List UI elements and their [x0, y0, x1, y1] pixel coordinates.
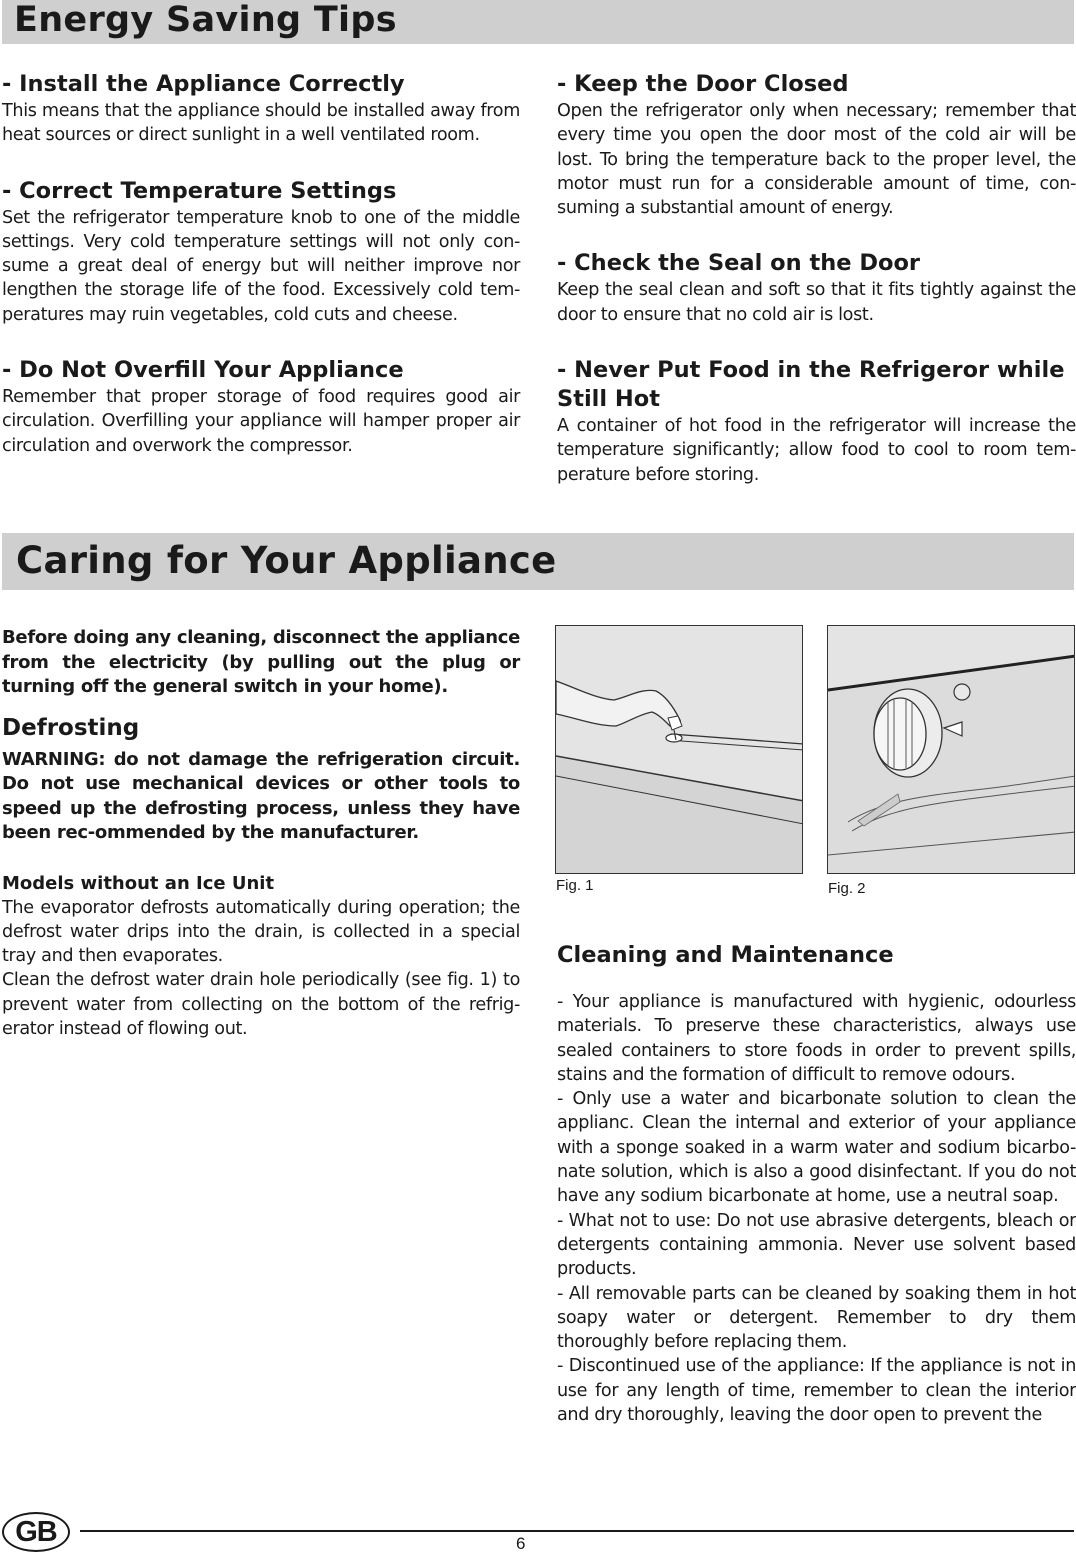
- footer-rule: [80, 1530, 1074, 1532]
- tip-body: Set the refrigerator temperature knob to one of the middle settings. Very cold temperature settings will not only con-sume a great deal of energy but will neither improve nor lengthen the storage life of the food. Excessively cold tem-peratures may ruin vegetables, cold cuts and cheese.: [2, 207, 520, 325]
- tip-door-closed: [557, 70, 1076, 220]
- tip-heading: - Never Put Food in the Refrigeror while Still Hot: [557, 357, 1065, 413]
- cleaning-maintenance-section: [557, 940, 1076, 1427]
- tip-body: Open the refrigerator only when necessary; remember that every time you open the door most of the cold air will be lost. To bring the temperature back to the proper level, the motor must run for a considerable amount of time, con-suming a substantial amount of energy.: [557, 101, 1076, 219]
- defrost-warning: WARNING: do not damage the refrigeration circuit. Do not use mechanical devices or other tools to speed up the defrosting process, unless they have been rec-ommended by the manufacturer.: [2, 748, 520, 843]
- models-heading: Models without an Ice Unit: [2, 872, 275, 894]
- cleaning-heading: Cleaning and Maintenance: [557, 942, 894, 968]
- page-number: 6: [516, 1534, 526, 1553]
- disconnect-warning: Before doing any cleaning, disconnect the appliance from the electricity (by pulling out the plug or turning off the general switch in your home).: [2, 627, 520, 697]
- energy-right-column: [557, 70, 1076, 516]
- energy-saving-title: Energy Saving Tips: [14, 0, 397, 40]
- tip-install: [2, 70, 520, 148]
- cleaning-paragraph: - Discontinued use of the appliance: If the appliance is not in use for any length of time, remember to clean the interior and dry thoroughly, leaving the door open to prevent the: [557, 1356, 1076, 1426]
- figure-2-thermostat-knob: [827, 625, 1075, 874]
- figure-1-caption: Fig. 1: [556, 877, 594, 894]
- models-paragraph: The evaporator defrosts automatically during operation; the defrost water drips into the drain, is collected in a special tray and then evaporates.: [2, 897, 520, 967]
- defrosting-heading: Defrosting: [2, 714, 140, 741]
- cleaning-paragraph: - Your appliance is manufactured with hygienic, odourless materials. To preserve these characteristics, always use sealed containers to store foods in order to prevent spills, stains and the formation of difficult to remove odours.: [557, 992, 1076, 1085]
- thermostat-knob-illustration: [828, 626, 1075, 874]
- cleaning-paragraph: - Only use a water and bicarbonate solution to clean the applianc. Clean the internal and exterior of your appliance with a sponge soaked in a warm water and sodium bicarbo-nate solution, which is also a good disinfectant. If you do not have any sodium bicarbonate at home, use a neutral soap.: [557, 1089, 1076, 1207]
- models-paragraph: Clean the defrost water drain hole periodically (see fig. 1) to prevent water from collecting on the bottom of the refrig-erator instead of flowing out.: [2, 970, 520, 1039]
- tip-door-seal: [557, 249, 1076, 327]
- cleaning-paragraph: - All removable parts can be cleaned by soaking them in hot soapy water or detergent. Remember to dry them thoroughly before replacing them.: [557, 1283, 1076, 1353]
- tip-overfill: [2, 356, 520, 458]
- tip-heading: - Keep the Door Closed: [557, 71, 849, 97]
- caring-banner: [2, 533, 1074, 590]
- caring-title: Caring for Your Appliance: [16, 539, 557, 582]
- tip-heading: - Install the Appliance Correctly: [2, 71, 405, 97]
- tip-body: Keep the seal clean and soft so that it fits tightly against the door to ensure that no cold air is lost.: [557, 280, 1076, 325]
- figure-1-drain-hole: [555, 625, 803, 874]
- tip-temperature: [2, 177, 520, 327]
- tip-heading: - Do Not Overfill Your Appliance: [2, 357, 404, 384]
- drain-hole-illustration: [556, 626, 803, 874]
- tip-body: Remember that proper storage of food requires good air circulation. Overfilling your appliance will hamper proper air circulation and overwork the compressor.: [2, 387, 520, 456]
- energy-left-column: [2, 70, 520, 487]
- caring-left-column: [2, 626, 520, 1041]
- tip-body: A container of hot food in the refrigerator will increase the temperature significantly; allow food to cool to room tem-perature before storing.: [557, 416, 1076, 485]
- tip-heading: - Correct Temperature Settings: [2, 177, 397, 204]
- tip-body: This means that the appliance should be installed away from heat sources or direct sunlight in a well ventilated room.: [2, 101, 520, 146]
- energy-saving-banner: [2, 0, 1074, 44]
- figure-2-caption: Fig. 2: [828, 880, 866, 897]
- tip-heading: - Check the Seal on the Door: [557, 250, 921, 277]
- cleaning-paragraph: - What not to use: Do not use abrasive detergents, bleach or detergents containing ammonia. Never use solvent based products.: [557, 1210, 1076, 1280]
- language-badge: GB: [2, 1512, 70, 1552]
- tip-hot-food: [557, 356, 1076, 487]
